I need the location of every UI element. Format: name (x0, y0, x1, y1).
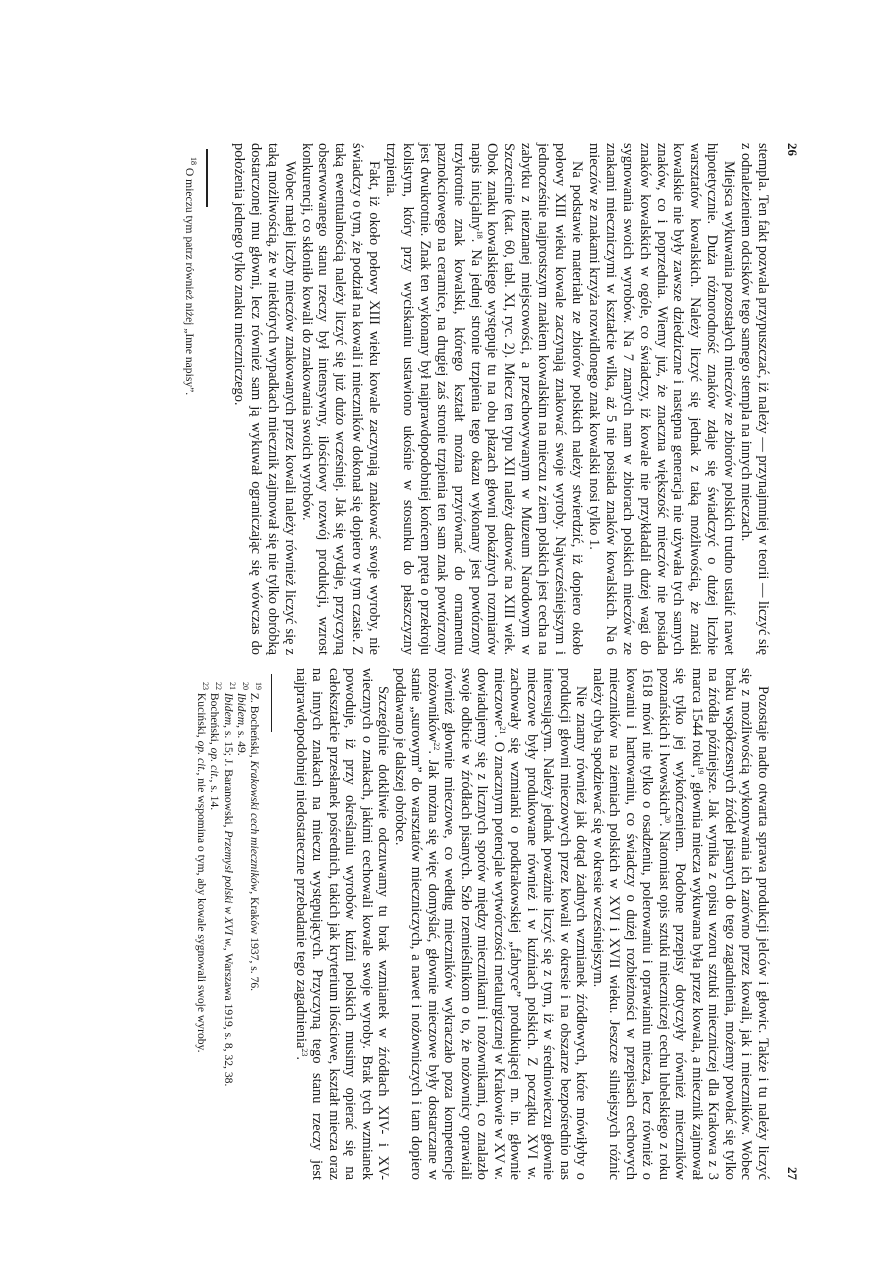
text-run: Nie znamy również jak dotąd żadnych wzmianek źródłowych, które mówiłyby o produkcji głowni mieczowych przez kowali w okresie i na obszarze bezpośrednio nas interesującym. Należy jednak poważnie liczyć się z tym, iż w średniowieczu głownie mieczowe były produkowane również i w kuźniach polskich. Z początku XVI w. zachowały się wzmianki o podkrakowskiej „fabryce” produkującej m. in. głownie mieczowe (491, 668, 590, 1180)
text-run: Z. Bocheński, (248, 690, 261, 761)
footnote-ref: 18 (474, 230, 484, 239)
text-run: , głownia miecza wykuwana była przez kowala, a miecznik zajmował się tylko jej wykończeniem. Podobne przepisy dotyczyły również mieczników poznańskich i lwowskich (656, 668, 705, 1180)
footnote-ref: 20 (240, 682, 250, 690)
page-27 (195, 668, 803, 1180)
footnote (235, 668, 248, 1180)
text-run: , Warszawa 1919, s. 8, 32, 38. (221, 947, 235, 1087)
text-run: Wobec małej liczby mieczów znakowanych przez kowali należy również liczyć się z taką możliwością, że w niektórych wypadkach miecznik zajmował się nie tylko obróbką dostarczonej mu głowni, lecz również sam ją wykuwał ograniczając się wówczas do położenia jednego tylko znaku mieczniczego. (230, 143, 298, 655)
footnote-ref: 18 (189, 157, 199, 165)
footnote-ref: 23 (300, 1048, 309, 1057)
footnote-ref: 21 (498, 726, 507, 735)
paragraph (590, 668, 772, 1180)
paragraph (392, 668, 590, 1180)
footnote-ref: 22 (214, 682, 224, 690)
footnote-separator (207, 149, 209, 207)
text-run: Pozostaje nadto otwarta sprawa produkcji jelców i głowic. Także i tu należy liczyć się z możliwością wykonywania ich zarówno przez kowali, jak i mieczników. Wobec braku współczesnych źródeł pisanych do tego zagadnienia, możemy powołać się tylko na źródła późniejsze. Jak wynika z opisu wzoru sztuki mieczniczej dla Krakowa z 3 marca 1544 roku (689, 668, 771, 1180)
footnote-ref: 21 (227, 682, 237, 690)
footnote (221, 668, 237, 1180)
footnote-separator (271, 674, 273, 732)
italic-title: op. cit. (208, 747, 222, 780)
footnote (195, 668, 211, 1180)
text-run: . Na jednej stronie trzpienia tego okazu wykonany jest powtórzony trzykrotnie znak kowalski, którego kształt można przyrównać do ornamentu paznokciowego na ceramice, na drugiej zaś stronie trzpienia ten sam znak powtórzony jest dwukrotnie. Znak ten wykonany był najprawdopodobniej końcem pręta o przekroju kolistym, który przy wyciskaniu ustawiono ukośnie w stosunku do płaszczyzny trzpienia. (383, 143, 484, 655)
paragraph (230, 143, 298, 655)
paragraph (585, 143, 737, 655)
page-number: 27 (785, 1167, 800, 1180)
italic-title: Krakowski cech mieczników (248, 760, 261, 892)
footnote-ref: 20 (663, 814, 672, 823)
paragraph (293, 668, 392, 1180)
text-run: Miejsca wykuwania pozostałych mieczów ze zbiorów polskich trudno ustalić nawet hipotetycznie. Duża różnorodność znaków zdaje się świadczyć o dużej liczbie warsztatów kowalskich. Należy liczyć się jednak z taką możliwością, że znaki kowalskie nie były zawsze dziedziczne i następna generacja nie używała tych samych znaków, co i poprzednia. Wiemy już, że znaczna większość mieczów nie posiada znaków kowalskich w ogóle, co świadczy, iż kowale nie przykładali dużej wagi do sygnowania swoich wyrobów. Na 7 znanych nam w zbiorach polskich mieczów ze znakami mieczniczymi w kształcie wilka, aż 5 nie posiada znaków kowalskich. Na 6 mieczów ze znakami krzyża rozwidlonego znak kowalski nosi tylko 1. (585, 143, 738, 655)
italic-title: Przemysł polski w XVI w. (221, 830, 235, 948)
page-number: 26 (785, 143, 800, 156)
paragraph (737, 143, 771, 655)
footnote-ref: 19 (254, 682, 263, 690)
text-run: . O znacznym potencjale wytwórczości metalurgicznej w Krakowie w XV w. dowiadujemy się z licznych sporów między miecznikami i nożownikami, co znalazło swoje odbicie w źródłach pisanych. Szło rzemieślnikom o to, że nożownicy oprawiali również głownie mieczowe, co według mieczników wykraczało poza kompetencje nożowników (425, 668, 507, 1180)
body-text (293, 668, 772, 1180)
text-run: , s. 15; J. Baranowski, (221, 725, 235, 831)
footnote-ref: 19 (696, 766, 705, 775)
text-run: , s. 49. (234, 725, 248, 756)
text-run: stempla. Ten fakt pozwala przypuszczać, iż należy — przynajmniej w teorii — liczyć się z odnalezieniem odcisków tego samego stempla na innych mieczach. (738, 143, 771, 655)
footnote (248, 668, 261, 1180)
footnote (208, 668, 224, 1180)
text-run: Na podstawie materiału ze zbiorów polskich należy stwierdzić, iż dopiero około połowy XIII wieku kowale zaczynają znakować swoje wyroby. Najwcześniejszym i jednocześnie najprostszym znakiem kowalskim na mieczu z ziem polskich jest cecha na zabytku z nieznanej miejscowości, a przechowywanym w Muzeum Narodowym w Szczecinie (kat. 60, tabl. XI, ryc. 2). Miecz ten typu XII należy datować na XIII wiek. Obok znaku kowalskiego występuje tu na obu płazach głowni pokaźnych rozmiarów napis inicjalny (467, 143, 586, 655)
text-run: Bocheński, (208, 690, 222, 748)
italic-title: op. cit. (195, 740, 209, 773)
text-run: O mieczu tym patrz również niżej „Inne napisy”. (183, 165, 197, 396)
italic-title: Ibidem (221, 692, 235, 726)
text-run: , s. 14. (208, 779, 222, 811)
footnotes (183, 143, 199, 655)
text-run: Kuciński, (195, 690, 209, 741)
paragraph (382, 143, 585, 655)
italic-title: Ibidem (234, 692, 248, 726)
text-run: . Jak można się więc domyślać, głownie mieczowe były dostarczane w stanie „surowym” do warsztatów mieczniczych, a nawet i nożowniczych i tam dopiero poddawano je dalszej obróbce. (392, 668, 441, 1180)
footnote-ref: 22 (432, 742, 441, 751)
text-run: . (293, 1056, 309, 1060)
text-run: , Kraków 1937, s. 76. (248, 891, 261, 992)
body-text (230, 143, 771, 655)
footnote-ref: 23 (201, 682, 211, 690)
page-26 (183, 143, 803, 655)
footnotes (195, 668, 261, 1180)
text-run: Fakt, iż około połowy XIII wieku kowale zaczynają znakować swoje wyroby, nie świadczy o tym, że podział na kowali i mieczników dokonał się dopiero w tym czasie. Z taką ewentualnością należy liczyć się już dużo wcześniej. Jak się wydaje, przyczyną obserwowanego stanu rzeczy był intensywny, ilościowy rozwój produkcji, wzrost konkurencji, co skłoniło kowali do znakowania swoich wyrobów. (298, 143, 383, 655)
text-run: Szczególnie dotkliwie odczuwamy tu brak wzmianek w źródłach XIV- i XV-wiecznych o znakach, jakimi cechowali kowale swoje wyroby. Brak tych wzmianek powoduje, iż przy określaniu wyrobów kuźni polskich musimy opierać się na całokształcie przesłanek pośrednich, takich jak kryterium ilościowe, kształt miecza oraz na innych znakach na mieczu występujących. Przyczyną tego stanu rzeczy jest najprawdopodobniej niedostateczne przebadanie tego zagadnienia (293, 668, 392, 1180)
text-run: , nie wspomina o tym, aby kowale sygnowali swoje wyroby. (195, 772, 209, 1053)
text-run: . Natomiast opis sztuki mieczniczej cechu lubelskiego z roku 1618 mówi nie tylko o osadzeniu, polerowaniu i oprawianiu miecza, lecz również o kowaniu i hartowaniu, co świadczy o dużej rozbieżności w przepisach cechowych mieczników na ziemiach polskich w XVI i XVII wieku. Jeszcze silniejszych różnic należy chyba spodziewać się w okresie wcześniejszym. (590, 668, 672, 1181)
footnote (183, 143, 199, 655)
paragraph (298, 143, 383, 655)
